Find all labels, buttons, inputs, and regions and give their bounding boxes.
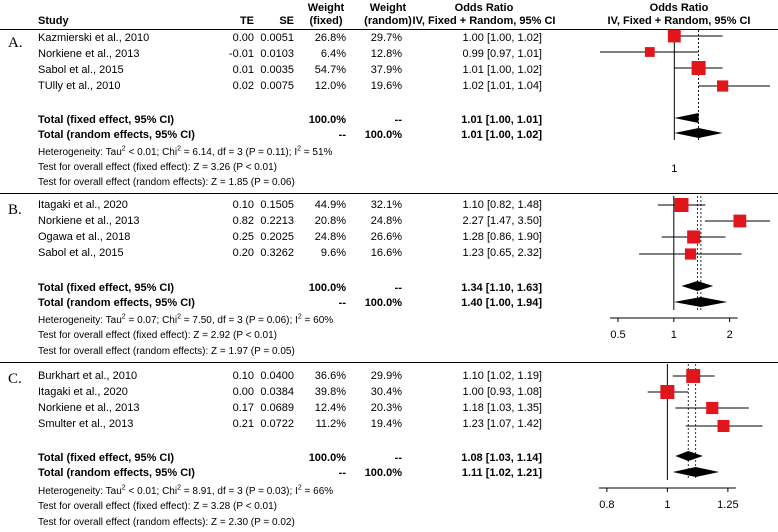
x-tick-label: 0.8 [599,499,615,511]
se-value: 0.0075 [260,80,294,92]
random-effect-diamond [674,297,727,307]
se-value: 0.1505 [260,199,294,211]
study-marker [717,80,728,91]
panel-c-letter: C. [8,371,22,387]
header-weight-random-line1: Weight [369,2,407,14]
weight-fixed-value: 54.7% [314,64,346,76]
total-fixed-label: Total (fixed effect, 95% CI) [38,282,175,294]
study-name: Norkiene et al., 2013 [38,215,140,227]
study-name: TUlly et al., 2010 [38,80,121,92]
header-weight-fixed-line2: (fixed) [309,15,343,27]
total-fixed-or: 1.01 [1.00, 1.01] [461,114,542,126]
total-random-weight-random: 100.0% [364,467,402,479]
weight-random-value: 19.4% [370,418,402,430]
total-random-weight-fixed: -- [338,467,346,479]
test-random-text: Test for overall effect (random effects): Z = 2.30 (P = 0.02) [38,517,295,528]
test-random-text: Test for overall effect (random effects): Z = 1.85 (P = 0.06) [38,177,295,188]
total-random-weight-random: 100.0% [364,297,402,309]
study-name: Itagaki et al., 2020 [38,386,128,398]
panel-b-letter: B. [8,202,22,218]
study-name: Itagaki et al., 2020 [38,199,128,211]
study-name: Sabol et al., 2015 [38,64,124,76]
te-value: -0.01 [228,48,254,60]
or-value: 1.23 [0.65, 2.32] [462,247,542,259]
study-name: Norkiene et al., 2013 [38,402,140,414]
total-random-or: 1.40 [1.00, 1.94] [461,297,542,309]
te-value: 0.25 [232,231,254,243]
weight-fixed-value: 26.8% [314,32,346,44]
total-fixed-or: 1.08 [1.03, 1.14] [461,452,542,464]
weight-fixed-value: 39.8% [314,386,346,398]
header-or-line1: Odds Ratio [454,2,514,14]
or-value: 1.10 [0.82, 1.48] [462,199,542,211]
weight-fixed-value: 44.9% [314,199,346,211]
total-random-label: Total (random effects, 95% CI) [38,467,195,479]
or-value: 1.01 [1.00, 1.02] [462,64,542,76]
weight-fixed-value: 11.2% [315,418,346,430]
study-name: Burkhart et al., 2010 [38,370,138,382]
te-value: 0.02 [232,80,254,92]
weight-random-value: 26.6% [370,231,402,243]
se-value: 0.0103 [260,48,294,60]
total-random-label: Total (random effects, 95% CI) [38,129,195,141]
or-value: 2.27 [1.47, 3.50] [462,215,542,227]
study-name: Sabol et al., 2015 [38,247,124,259]
weight-fixed-value: 12.4% [314,402,346,414]
test-random-text: Test for overall effect (random effects): Z = 1.97 (P = 0.05) [38,346,295,357]
te-value: 0.21 [232,418,254,430]
weight-random-value: 37.9% [370,64,402,76]
te-value: 0.00 [232,32,254,44]
weight-random-value: 12.8% [370,48,402,60]
total-random-weight-fixed: -- [338,129,346,141]
test-fixed-text: Test for overall effect (fixed effect): Z = 2.92 (P < 0.01) [38,330,278,341]
weight-fixed-value: 36.6% [314,370,346,382]
test-fixed-text: Test for overall effect (fixed effect): Z = 3.26 (P < 0.01) [38,162,278,173]
se-value: 0.0722 [260,418,294,430]
se-value: 0.0384 [260,386,294,398]
total-fixed-weight-fixed: 100.0% [308,282,346,294]
or-value: 1.00 [0.93, 1.08] [462,386,542,398]
study-marker [685,248,696,259]
study-marker [660,385,674,399]
or-value: 1.23 [1.07, 1.42] [462,418,542,430]
study-marker [718,420,730,432]
fixed-effect-diamond [674,113,698,123]
header-weight-random-line2: (random) [364,15,412,27]
heterogeneity-text: Heterogeneity: Tau$^2$ < 0.01; Chi$^2$ = 6.14, df = 3 (P = 0.11); $I^2 = 51\%$ [38,145,333,158]
te-value: 0.17 [232,402,254,414]
total-fixed-weight-random: -- [394,114,402,126]
total-fixed-or: 1.34 [1.10, 1.63] [461,282,542,294]
weight-random-value: 20.3% [370,402,402,414]
weight-fixed-value: 12.0% [314,80,346,92]
weight-random-value: 30.4% [370,386,402,398]
header-te: TE [239,15,254,27]
study-marker [686,369,700,383]
total-random-or: 1.11 [1.02, 1.21] [461,467,542,479]
weight-random-value: 32.1% [370,199,402,211]
or-value: 1.02 [1.01, 1.04] [462,80,542,92]
study-name: Kazmierski et al., 2010 [38,32,150,44]
weight-random-value: 29.7% [370,32,402,44]
te-value: 0.00 [232,386,254,398]
se-value: 0.0051 [260,32,294,44]
header-plot-line2: IV, Fixed + Random, 95% CI [607,15,751,27]
total-fixed-weight-random: -- [394,282,402,294]
total-fixed-weight-fixed: 100.0% [308,452,346,464]
header-se: SE [279,15,294,27]
total-random-weight-fixed: -- [338,297,346,309]
total-fixed-label: Total (fixed effect, 95% CI) [38,114,175,126]
or-value: 1.18 [1.03, 1.35] [462,402,542,414]
weight-random-value: 29.9% [370,370,402,382]
te-value: 0.20 [232,247,254,259]
study-name: Norkiene et al., 2013 [38,48,140,60]
study-name: Smulter et al., 2013 [38,418,134,430]
se-value: 0.2025 [260,231,294,243]
total-fixed-label: Total (fixed effect, 95% CI) [38,452,175,464]
se-value: 0.2213 [260,215,294,227]
heterogeneity-text: Heterogeneity: Tau$^2$ = 0.07; Chi$^2$ = 7.50, df = 3 (P = 0.06); $I^2 = 60\%$ [38,313,334,326]
se-value: 0.0400 [260,370,294,382]
x-tick-label: 1 [670,329,677,341]
weight-random-value: 16.6% [370,247,402,259]
x-tick-label: 2 [726,329,733,341]
study-marker [706,402,718,414]
se-value: 0.3262 [260,247,294,259]
header-study: Study [38,15,69,27]
fixed-effect-diamond [675,451,703,461]
x-tick-label: 1 [664,499,671,511]
x-tick-label: 1 [671,163,678,175]
or-value: 1.10 [1.02, 1.19] [462,370,542,382]
or-value: 0.99 [0.97, 1.01] [462,48,542,60]
x-tick-label: 0.5 [610,329,626,341]
or-value: 1.28 [0.86, 1.90] [462,231,542,243]
weight-random-value: 24.8% [370,215,402,227]
total-random-label: Total (random effects, 95% CI) [38,297,195,309]
te-value: 0.10 [232,370,254,382]
test-fixed-text: Test for overall effect (fixed effect): Z = 3.28 (P < 0.01) [38,501,278,512]
total-fixed-weight-random: -- [394,452,402,464]
se-value: 0.0035 [260,64,294,76]
study-marker [687,230,700,243]
random-effect-diamond [673,467,719,477]
total-random-or: 1.01 [1.00, 1.02] [461,129,542,141]
total-random-weight-random: 100.0% [364,129,402,141]
total-fixed-weight-fixed: 100.0% [308,114,346,126]
te-value: 0.82 [232,215,254,227]
te-value: 0.10 [232,199,254,211]
weight-fixed-value: 24.8% [314,231,346,243]
study-marker [645,47,655,57]
header-or-line2: IV, Fixed + Random, 95% CI [412,15,556,27]
weight-fixed-value: 6.4% [320,48,346,60]
x-tick-label: 1.25 [717,499,739,511]
se-value: 0.0689 [260,402,294,414]
random-effect-diamond [674,128,722,138]
weight-fixed-value: 20.8% [314,215,346,227]
study-marker [668,30,681,43]
header-weight-fixed-line1: Weight [307,2,345,14]
heterogeneity-text: Heterogeneity: Tau$^2$ < 0.01; Chi$^2$ = 8.91, df = 3 (P = 0.03); $I^2 = 66\%$ [38,484,334,497]
study-marker [674,198,688,212]
weight-random-value: 19.6% [370,80,402,92]
study-name: Ogawa et al., 2018 [38,231,131,243]
study-marker [733,215,746,228]
fixed-effect-diamond [681,281,713,291]
te-value: 0.01 [232,64,254,76]
study-marker [692,61,706,75]
or-value: 1.00 [1.00, 1.02] [462,32,542,44]
weight-fixed-value: 9.6% [320,247,346,259]
panel-a-letter: A. [8,35,23,51]
header-plot-line1: Odds Ratio [649,2,709,14]
